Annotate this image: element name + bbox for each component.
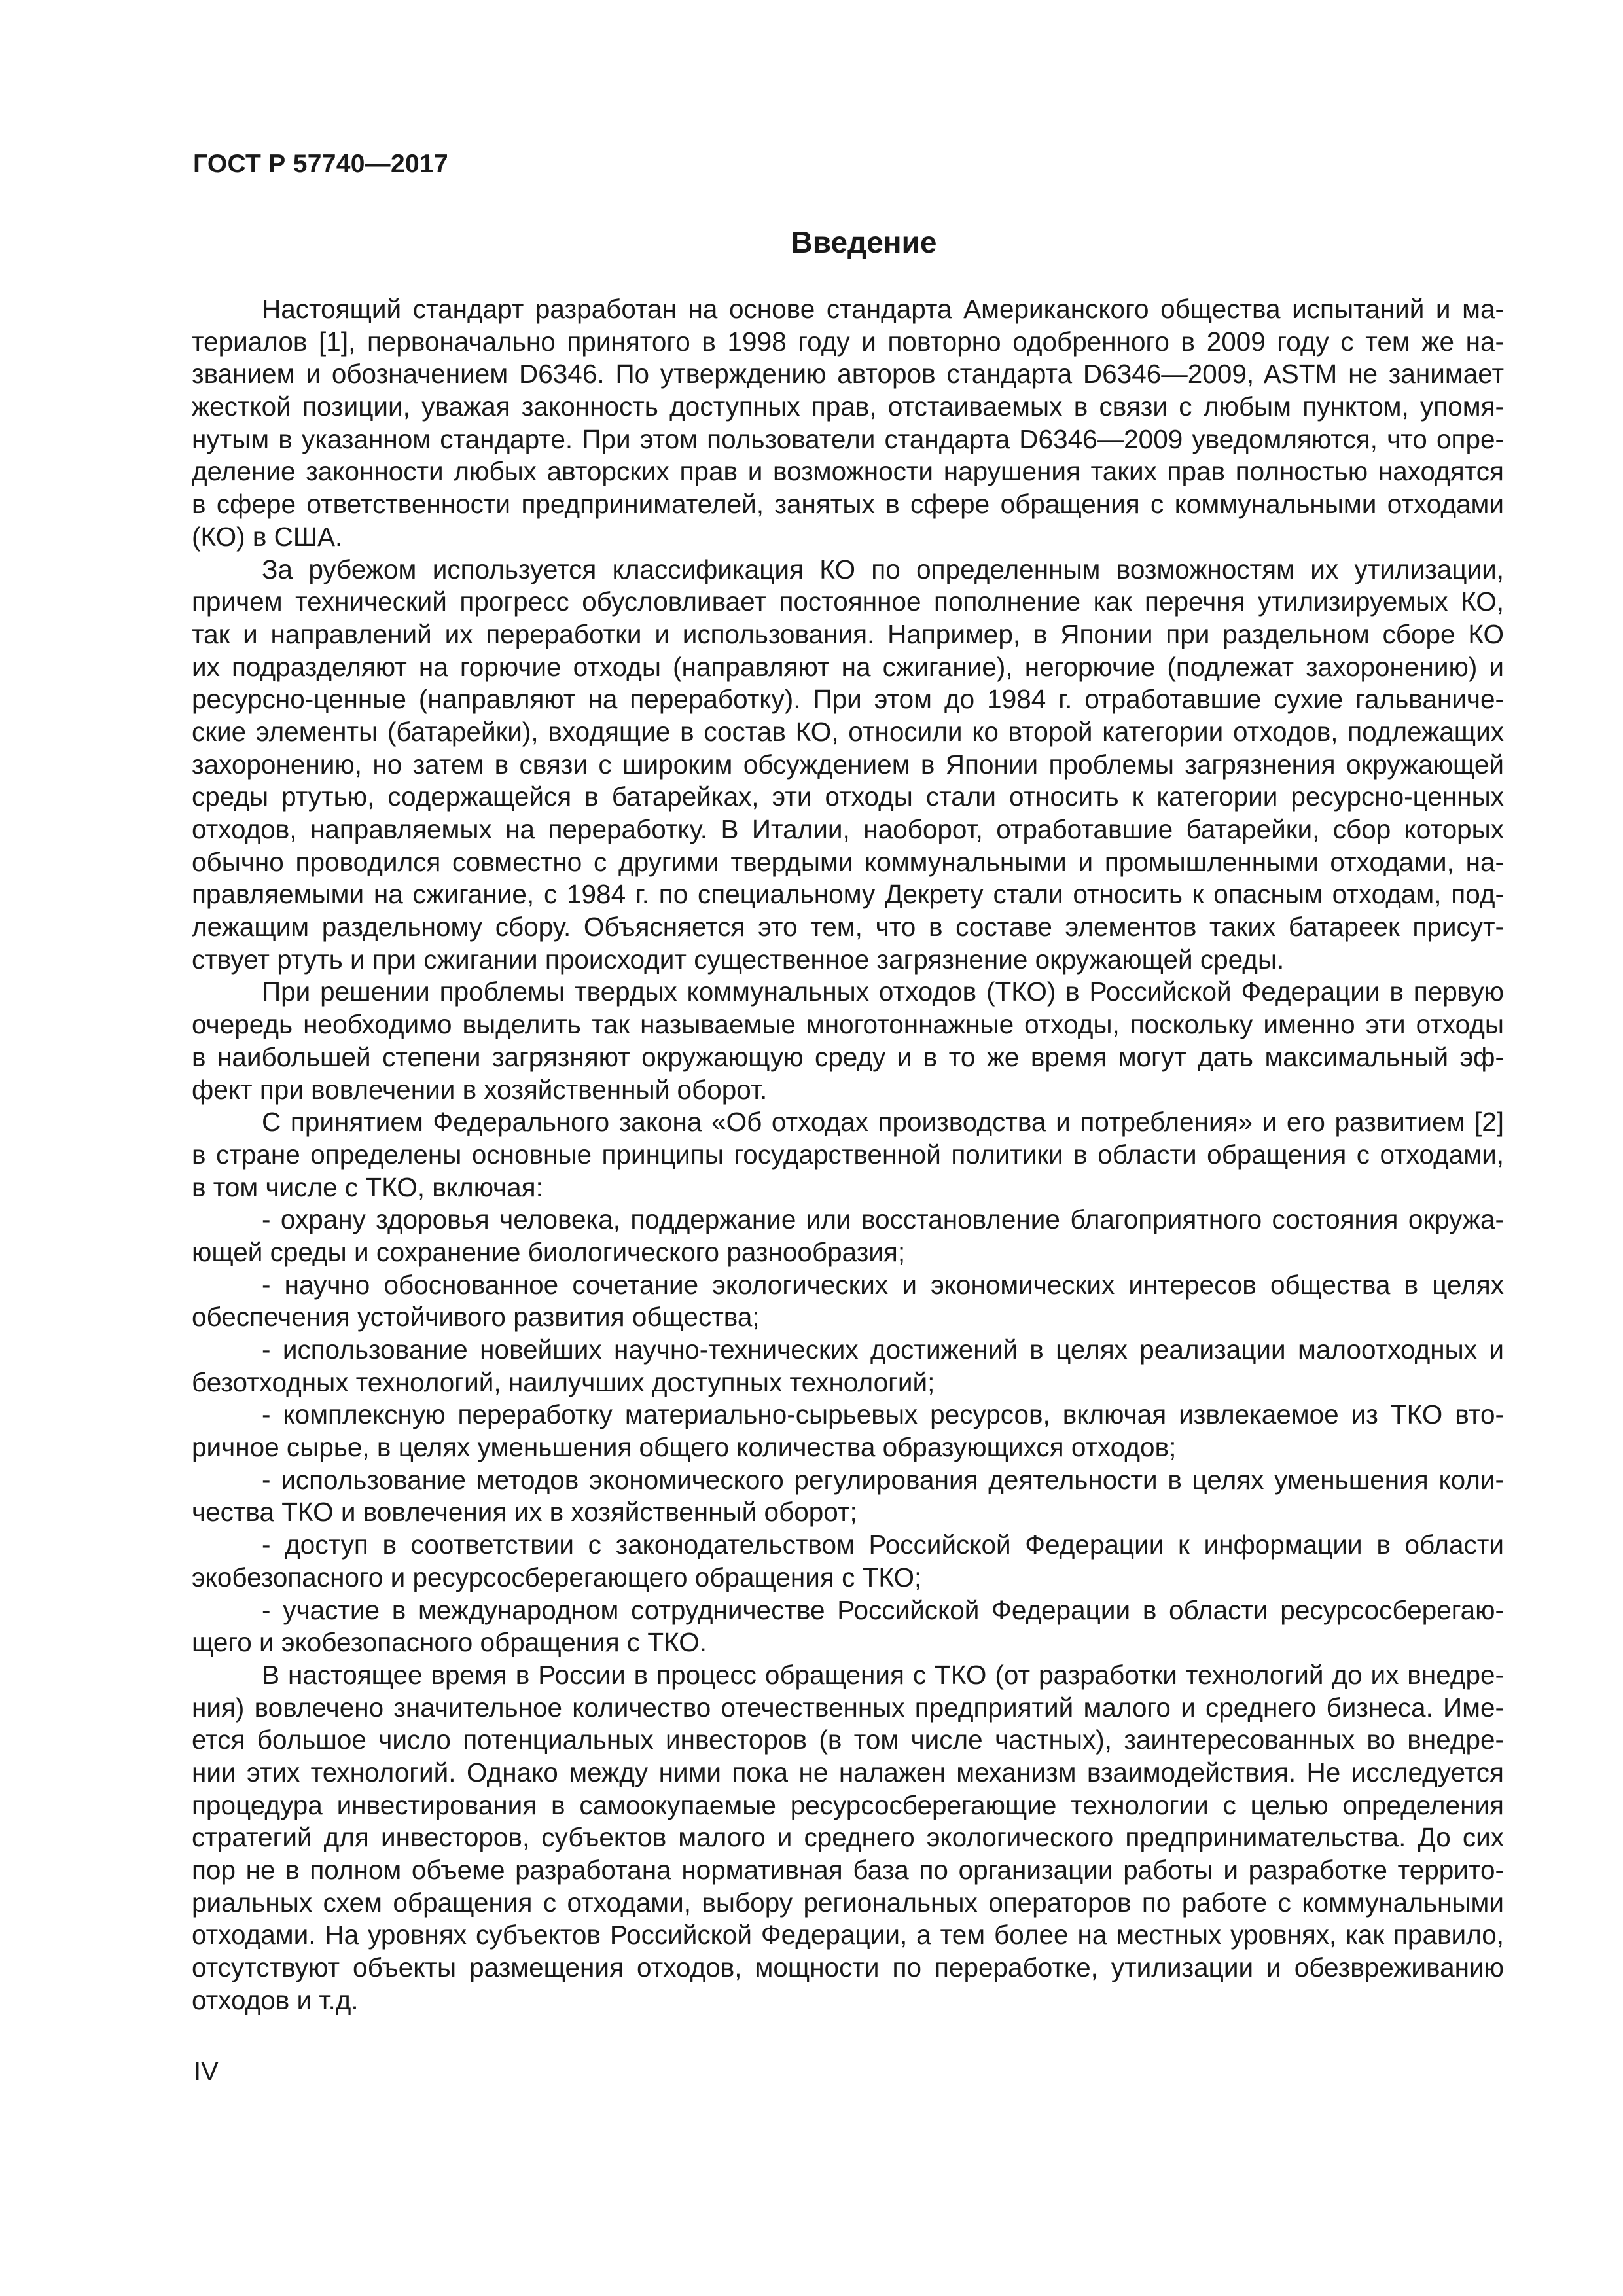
text-line: безотходных технологий, наилучших доступных технологий; xyxy=(192,1367,935,1397)
text-line: в стране определены основные принципы государственной политики в области обращения с отходами, xyxy=(192,1139,1504,1170)
text-line: щего и экобезопасного обращения с ТКО. xyxy=(192,1627,707,1658)
text-line: При решении проблемы твердых коммунальных отходов (ТКО) в Российской Федерации в первую xyxy=(262,977,1504,1007)
text-line: жесткой позиции, уважая законность доступных прав, отстаиваемых в связи с любым пунктом, упомя- xyxy=(192,391,1504,422)
text-line: За рубежом используется классификация КО по определенным возможностям их утилизации, xyxy=(262,554,1504,584)
text-line: так и направлений их переработки и использования. Например, в Японии при раздельном сборе КО xyxy=(192,619,1504,649)
text-line: С принятием Федерального закона «Об отходах производства и потребления» и его развитием [2] xyxy=(262,1107,1504,1138)
text-line: обеспечения устойчивого развития общества; xyxy=(192,1302,760,1333)
page-number: IV xyxy=(194,2057,219,2086)
text-line: В настоящее время в России в процесс обращения с ТКО (от разработки технологий до их внедре- xyxy=(262,1659,1504,1690)
text-line: - использование новейших научно-технических достижений в целях реализации малоотходных и xyxy=(262,1335,1504,1365)
text-line: - охрану здоровья человека, поддержание или восстановление благоприятного состояния окружа- xyxy=(262,1204,1504,1235)
text-line: - участие в международном сотрудничестве Российской Федерации в области ресурсосберегаю- xyxy=(262,1594,1504,1625)
text-line: ские элементы (батарейки), входящие в состав КО, относили ко второй категории отходов, подлежащих xyxy=(192,716,1504,747)
text-line: в сфере ответственности предпринимателей, занятых в сфере обращения с коммунальными отходами xyxy=(192,489,1504,520)
text-line: захоронению, но затем в связи с широким обсуждением в Японии проблемы загрязнения окружающей xyxy=(192,749,1504,780)
text-line: териалов [1], первоначально принятого в 1998 году и повторно одобренного в 2009 году с тем же на- xyxy=(192,326,1504,357)
text-line: ется большое число потенциальных инвесторов (в том числе частных), заинтересованных во внедре- xyxy=(192,1725,1504,1755)
text-line: отходов, направляемых на переработку. В Италии, наоборот, отработавшие батарейки, сбор которых xyxy=(192,814,1504,844)
text-line: ющей среды и сохранение биологического разнообразия; xyxy=(192,1236,906,1267)
text-line: среды ртутью, содержащейся в батарейках, эти отходы стали относить к категории ресурсно-ценных xyxy=(192,781,1504,812)
text-line: званием и обозначением D6346. По утверждению авторов стандарта D6346—2009, ASTM не занимает xyxy=(192,359,1504,389)
text-line: очередь необходимо выделить так называемые многотоннажные отходы, поскольку именно эти отходы xyxy=(192,1009,1504,1040)
text-line: нутым в указанном стандарте. При этом пользователи стандарта D6346—2009 уведомляются, что опре- xyxy=(192,423,1504,454)
text-line: нии этих технологий. Однако между ними пока не налажен механизм взаимодействия. Не исследуется xyxy=(192,1757,1504,1787)
text-line: ния) вовлечено значительное количество отечественных предприятий малого и среднего бизнеса. Име- xyxy=(192,1692,1504,1723)
text-line: процедура инвестирования в самоокупаемые ресурсосберегающие технологии с целью определения xyxy=(192,1789,1504,1820)
text-line: ресурсно-ценные (направляют на переработку). При этом до 1984 г. отработавшие сухие гальваниче- xyxy=(192,684,1504,715)
text-line: стратегий для инвесторов, субъектов малого и среднего экологического предпринимательства. До сих xyxy=(192,1822,1504,1853)
text-line: ствует ртуть и при сжигании происходит существенное загрязнение окружающей среды. xyxy=(192,944,1285,975)
text-line: Настоящий стандарт разработан на основе стандарта Американского общества испытаний и ма- xyxy=(262,294,1504,324)
text-line: фект при вовлечении в хозяйственный оборот. xyxy=(192,1074,768,1105)
body-text xyxy=(192,293,1504,2017)
text-line: лежащим раздельному сбору. Объясняется это тем, что в составе элементов таких батареек присут- xyxy=(192,912,1504,942)
text-line: их подразделяют на горючие отходы (направляют на сжигание), негорючие (подлежат захоронению) и xyxy=(192,651,1504,682)
text-line: - комплексную переработку материально-сырьевых ресурсов, включая извлекаемое из ТКО вто- xyxy=(262,1399,1504,1430)
text-line: экобезопасного и ресурсосберегающего обращения с ТКО; xyxy=(192,1562,922,1592)
text-line: пор не в полном объеме разработана нормативная база по организации работы и разработке террито- xyxy=(192,1855,1504,1885)
text-line: в наибольшей степени загрязняют окружающую среду и в то же время могут дать максимальный эф- xyxy=(192,1041,1504,1072)
text-line: деление законности любых авторских прав и возможности нарушения таких прав полностью находятся xyxy=(192,456,1504,487)
text-line: риальных схем обращения с отходами, выбору региональных операторов по работе с коммунальными xyxy=(192,1887,1504,1918)
text-line: чества ТКО и вовлечения их в хозяйственный оборот; xyxy=(192,1497,857,1528)
text-line: обычно проводился совместно с другими твердыми коммунальными и промышленными отходами, на- xyxy=(192,846,1504,877)
text-line: - научно обоснованное сочетание экологических и экономических интересов общества в целях xyxy=(262,1269,1504,1300)
text-line: причем технический прогресс обусловливает постоянное пополнение как перечня утилизируемых КО, xyxy=(192,586,1504,617)
text-line: правляемыми на сжигание, с 1984 г. по специальному Декрету стали относить к опасным отходам, под- xyxy=(192,879,1504,910)
text-line: отходов и т.д. xyxy=(192,1984,359,2015)
text-line: отходами. На уровнях субъектов Российской Федерации, а тем более на местных уровнях, как правило, xyxy=(192,1920,1504,1950)
standard-code: ГОСТ Р 57740—2017 xyxy=(193,150,448,178)
text-line: - использование методов экономического регулирования деятельности в целях уменьшения коли- xyxy=(262,1464,1504,1495)
text-line: - доступ в соответствии с законодательством Российской Федерации к информации в области xyxy=(262,1530,1504,1560)
text-line: отсутствуют объекты размещения отходов, мощности по переработке, утилизации и обезвреживанию xyxy=(192,1952,1504,1983)
section-title: Введение xyxy=(791,225,937,259)
text-line: (КО) в США. xyxy=(192,521,343,552)
text-line: ричное сырье, в целях уменьшения общего количества образующихся отходов; xyxy=(192,1432,1177,1463)
text-line: в том числе с ТКО, включая: xyxy=(192,1172,543,1202)
